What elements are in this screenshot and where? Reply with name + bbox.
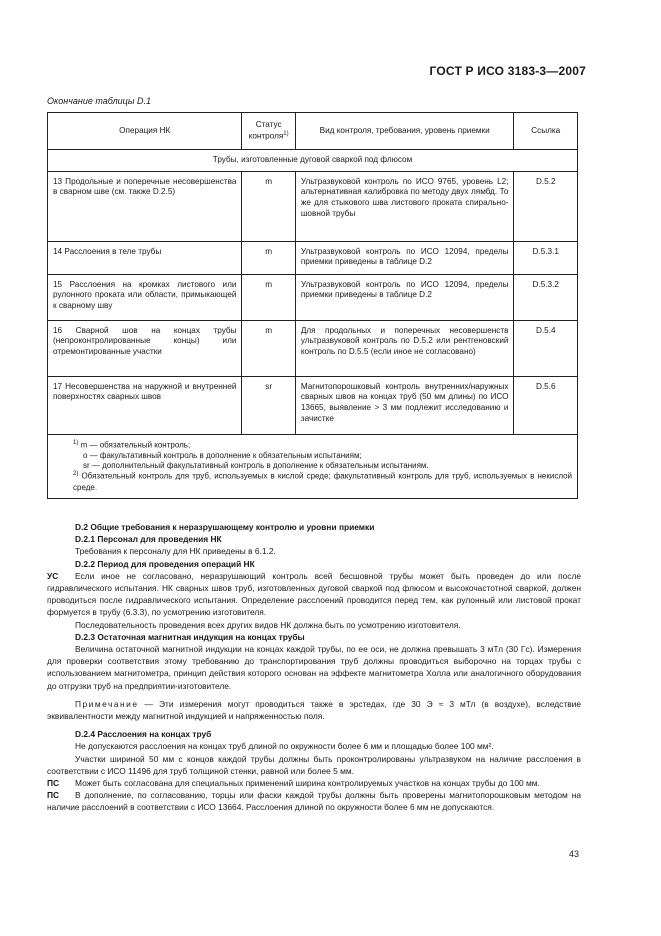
section-d24-text1: Не допускаются расслоения на концах труб длиной по окружности более 6 мм и площадью более 100 мм².	[75, 741, 494, 752]
row-operation: 17 Несовершенства на наружной и внутренней поверхностях сварных швов	[48, 376, 242, 434]
note-2	[53, 471, 572, 492]
row-status: m	[242, 171, 295, 241]
table-header-row	[48, 113, 578, 150]
us-paragraph	[47, 570, 581, 619]
note-text: — Эти измерения могут проводиться также в эрстедах, где 30 Э ≈ 3 мТл (в воздухе), вследствие эквивалентности между магнитной индукцией и напряженностью поля.	[47, 698, 581, 722]
section-d24-text2: Участки шириной 50 мм с концов каждой трубы должны быть проконтролированы ультразвуком на наличие расслоения в соответствии с ИСО 11496 для труб толщиной стенки, равной или более 5 мм.	[47, 753, 581, 776]
section-d21-text: Требования к персоналу для НК приведены в 6.1.2.	[75, 546, 276, 557]
us-tag: УС	[47, 570, 59, 581]
table-row	[48, 241, 578, 274]
table-row	[48, 320, 578, 376]
ps2-text: В дополнение, по согласованию, торцы или фаски каждой трубы должны быть проверены магнитопорошковым методом на наличие расслоений в соответствии с ИСО 13664. Расслоения длиной по окружности более 6 мм не допускаются.	[47, 790, 581, 813]
page-number: 43	[568, 849, 579, 859]
table-notes-row	[48, 434, 578, 498]
row-control-type: Ультразвуковой контроль по ИСО 9765, уровень L2; альтернативная калибровка по методу двух лямбд. То же для стыкового шва листового проката спирально-шовной трубы	[295, 171, 514, 241]
row-operation: 16 Сварной шов на концах трубы (непроконтролированные концы) или отремонтированные участки	[48, 320, 242, 376]
section-d22-text2: Последовательность проведения всех других видов НК должна быть по усмотрению изготовителя.	[75, 619, 461, 630]
header-status-label: Статус контроля	[248, 119, 284, 141]
ps1-text: Может быть согласована для специальных применений ширина контролируемых участков на концах трубы до 100 мм.	[75, 778, 540, 789]
note-label: Примечание	[75, 698, 139, 709]
row-control-type: Магнитопорошковый контроль внутренних/наружных сварных швов на концах труб (50 мм длины) по ИСО 13665, выявление > 3 мм подлежит исследованию и зачистке	[295, 376, 514, 434]
ps2-tag: ПС	[47, 790, 60, 801]
header-status-footnote: 1)	[283, 130, 289, 137]
row-status: sr	[242, 376, 295, 434]
section-d2-title: D.2 Общие требования к неразрушающему контролю и уровни приемки	[75, 522, 375, 532]
note-2-marker: 2)	[73, 471, 79, 478]
ps1-paragraph	[47, 777, 581, 789]
row-control-type: Ультразвуковой контроль по ИСО 12094, пределы приемки приведены в таблице D.2	[295, 241, 514, 274]
row-reference: D.5.2	[514, 171, 578, 241]
row-control-type: Для продольных и поперечных несовершенств ультразвуковой контроль по D.5.2 или рентгеновский контроль по D.5.5 (если иное не согласовано)	[295, 320, 514, 376]
section-d21-title: D.2.1 Персонал для проведения НК	[75, 534, 222, 545]
row-status: m	[242, 241, 295, 274]
note-1-text: m — обязательный контроль;	[80, 440, 191, 450]
note-1-marker: 1)	[73, 439, 79, 446]
section-d24-title: D.2.4 Расслоения на концах труб	[75, 729, 212, 740]
table-caption: Окончание таблицы D.1	[47, 96, 151, 106]
document-body	[47, 521, 581, 814]
row-operation: 14 Расслоения в теле трубы	[48, 241, 242, 274]
us-text: Если иное не согласовано, неразрушающий контроль всей бесшовной трубы может быть проведен до или после гидравлического испытания. НК сварных швов труб, изготовленных дуговой сваркой под флюсом и высокочастотной сваркой, должен проводиться после гидравлического испытания. Определение расслоений проводится перед тем, как рулонный или листовой прокат формуется в трубу (6.3.3), по усмотрению изготовителя.	[47, 570, 581, 618]
note-1	[53, 440, 572, 451]
section-title: Трубы, изготовленные дуговой сваркой под флюсом	[48, 150, 578, 172]
header-reference: Ссылка	[514, 113, 578, 150]
header-status	[242, 113, 295, 150]
ndt-operations-table	[47, 112, 578, 499]
header-control-type: Вид контроля, требования, уровень приемки	[295, 113, 514, 150]
row-status: m	[242, 320, 295, 376]
note-1-o: о — факультативный контроль в дополнение к обязательным испытаниям;	[83, 450, 362, 460]
row-reference: D.5.3.2	[514, 274, 578, 320]
document-standard-header: ГОСТ Р ИСО 3183-3—2007	[429, 64, 586, 78]
row-reference: D.5.4	[514, 320, 578, 376]
table-row	[48, 171, 578, 241]
row-status: m	[242, 274, 295, 320]
section-d23-text: Величина остаточной магнитной индукции на концах каждой трубы, по ее оси, не должна превышать 3 мТл (30 Гс). Измерения для проверки соответствия этому требованию до транспортирования труб должны проводиться выборочно на торцах трубы с использованием магнитометра, принцип действия которого основан на эффекте магнитометра Холла или аналогичного оборудования до отгрузки труб на предприятии-изготовителе.	[47, 644, 581, 691]
row-operation: 13 Продольные и поперечные несовершенства в сварном шве (см. также D.2.5)	[48, 171, 242, 241]
row-control-type: Ультразвуковой контроль по ИСО 12094, пределы приемки приведены в таблице D.2	[295, 274, 514, 320]
ps1-tag: ПС	[47, 778, 60, 789]
note-2-text: Обязательный контроль для труб, используемых в кислой среде; факультативный контроль для труб, используемых в некислой среде.	[73, 472, 572, 492]
section-row	[48, 150, 578, 172]
table-notes	[48, 434, 578, 498]
ps2-paragraph	[47, 789, 581, 813]
section-d23-title: D.2.3 Остаточная магнитная индукция на концах трубы	[75, 631, 305, 642]
table-row	[48, 274, 578, 320]
note-1-sr: sr — дополнительный факультативный контроль в дополнение к обязательным испытаниям.	[83, 461, 429, 471]
note-paragraph	[47, 698, 581, 722]
header-operation: Операция НК	[48, 113, 242, 150]
row-reference: D.5.6	[514, 376, 578, 434]
section-d22-title: D.2.2 Период для проведения операций НК	[75, 558, 255, 569]
row-operation: 15 Расслоения на кромках листового или рулонного проката или области, примыкающей к сварному шву	[48, 274, 242, 320]
table-row	[48, 376, 578, 434]
row-reference: D.5.3.1	[514, 241, 578, 274]
